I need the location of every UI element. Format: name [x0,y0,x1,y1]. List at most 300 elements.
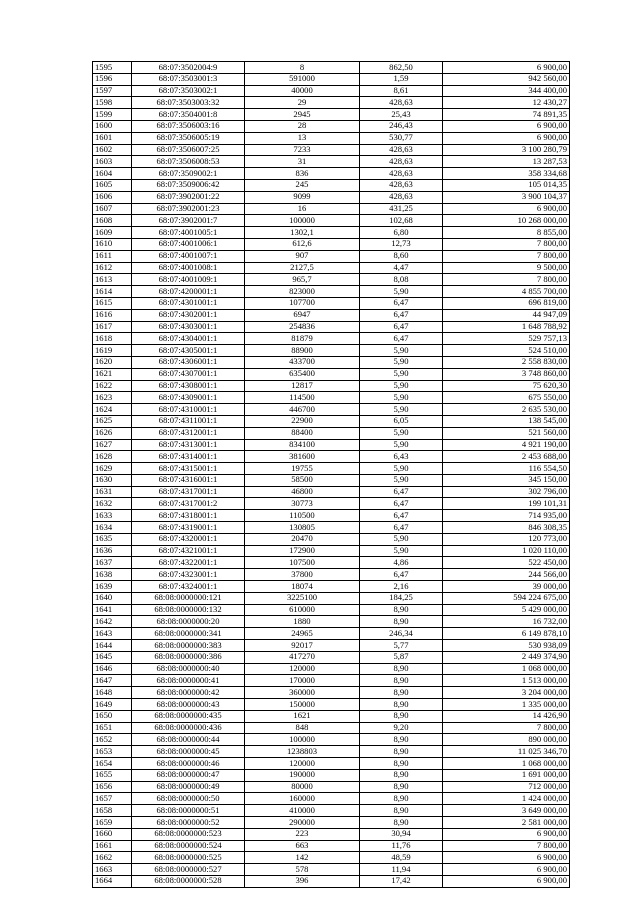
area-cell: 20470 [245,533,360,545]
table-row [93,144,570,156]
row-number-cell: 1656 [93,781,132,793]
cadastral-value-cell: 6 900,00 [443,203,570,215]
specific-value-cell: 6,47 [360,522,443,534]
specific-value-cell: 184,25 [360,592,443,604]
cadastral-value-cell: 7 800,00 [443,840,570,852]
table-row [93,368,570,380]
area-cell: 3225100 [245,592,360,604]
row-number-cell: 1643 [93,628,132,640]
area-cell: 591000 [245,73,360,85]
specific-value-cell: 8,90 [360,793,443,805]
area-cell: 2945 [245,109,360,121]
cadastral-number-cell: 68:08:0000000:383 [132,640,245,652]
cadastral-value-cell: 521 560,00 [443,427,570,439]
cadastral-number-cell: 68:08:0000000:386 [132,651,245,663]
specific-value-cell: 428,63 [360,168,443,180]
cadastral-number-cell: 68:08:0000000:44 [132,734,245,746]
row-number-cell: 1609 [93,227,132,239]
table-row [93,522,570,534]
cadastral-number-cell: 68:07:3504001:8 [132,109,245,121]
table-row [93,191,570,203]
row-number-cell: 1641 [93,604,132,616]
cadastral-number-cell: 68:08:0000000:51 [132,805,245,817]
area-cell: 446700 [245,404,360,416]
table-row [93,663,570,675]
cadastral-value-cell: 524 510,00 [443,345,570,357]
cadastral-value-cell: 846 308,35 [443,522,570,534]
row-number-cell: 1618 [93,333,132,345]
row-number-cell: 1636 [93,545,132,557]
cadastral-value-cell: 3 649 000,00 [443,805,570,817]
area-cell: 245 [245,179,360,191]
cadastral-number-cell: 68:07:4317001:2 [132,498,245,510]
cadastral-value-cell: 2 453 688,00 [443,451,570,463]
cadastral-value-cell: 6 900,00 [443,852,570,864]
area-cell: 40000 [245,85,360,97]
row-number-cell: 1663 [93,864,132,876]
specific-value-cell: 8,90 [360,746,443,758]
row-number-cell: 1647 [93,675,132,687]
cadastral-value-cell: 2 449 374,90 [443,651,570,663]
cadastral-number-cell: 68:07:4319001:1 [132,522,245,534]
table-row [93,286,570,298]
table-row [93,474,570,486]
cadastral-number-cell: 68:08:0000000:436 [132,722,245,734]
row-number-cell: 1611 [93,250,132,262]
row-number-cell: 1639 [93,581,132,593]
area-cell: 190000 [245,769,360,781]
area-cell: 107700 [245,297,360,309]
table-row [93,309,570,321]
specific-value-cell: 5,90 [360,439,443,451]
cadastral-value-cell: 302 796,00 [443,486,570,498]
specific-value-cell: 6,05 [360,415,443,427]
area-cell: 381600 [245,451,360,463]
cadastral-number-cell: 68:08:0000000:52 [132,817,245,829]
area-cell: 1238803 [245,746,360,758]
area-cell: 635400 [245,368,360,380]
cadastral-value-cell: 44 947,09 [443,309,570,321]
table-row [93,793,570,805]
area-cell: 81879 [245,333,360,345]
row-number-cell: 1595 [93,62,132,74]
row-number-cell: 1600 [93,120,132,132]
row-number-cell: 1630 [93,474,132,486]
row-number-cell: 1623 [93,392,132,404]
cadastral-number-cell: 68:07:4305001:1 [132,345,245,357]
area-cell: 223 [245,828,360,840]
row-number-cell: 1598 [93,97,132,109]
row-number-cell: 1650 [93,710,132,722]
cadastral-value-cell: 12 430,27 [443,97,570,109]
row-number-cell: 1644 [93,640,132,652]
cadastral-value-cell: 199 101,31 [443,498,570,510]
area-cell: 120000 [245,758,360,770]
table-row [93,451,570,463]
cadastral-value-cell: 116 554,50 [443,463,570,475]
cadastral-value-cell: 942 560,00 [443,73,570,85]
row-number-cell: 1649 [93,699,132,711]
area-cell: 396 [245,875,360,887]
specific-value-cell: 5,90 [360,404,443,416]
area-cell: 290000 [245,817,360,829]
row-number-cell: 1604 [93,168,132,180]
cadastral-number-cell: 68:07:4312001:1 [132,427,245,439]
cadastral-value-cell: 6 149 878,10 [443,628,570,640]
specific-value-cell: 6,47 [360,321,443,333]
area-cell: 22900 [245,415,360,427]
cadastral-value-cell: 1 648 788,92 [443,321,570,333]
area-cell: 114500 [245,392,360,404]
specific-value-cell: 8,90 [360,710,443,722]
cadastral-number-cell: 68:07:4304001:1 [132,333,245,345]
cadastral-number-cell: 68:08:0000000:40 [132,663,245,675]
specific-value-cell: 8,90 [360,805,443,817]
row-number-cell: 1597 [93,85,132,97]
cadastral-number-cell: 68:07:4318001:1 [132,510,245,522]
specific-value-cell: 8,90 [360,734,443,746]
row-number-cell: 1621 [93,368,132,380]
row-number-cell: 1603 [93,156,132,168]
area-cell: 1302,1 [245,227,360,239]
cadastral-value-cell: 8 855,00 [443,227,570,239]
table-row [93,840,570,852]
specific-value-cell: 11,76 [360,840,443,852]
specific-value-cell: 30,94 [360,828,443,840]
area-cell: 31 [245,156,360,168]
table-row [93,356,570,368]
row-number-cell: 1620 [93,356,132,368]
specific-value-cell: 428,63 [360,179,443,191]
area-cell: 58500 [245,474,360,486]
cadastral-number-cell: 68:08:0000000:42 [132,687,245,699]
cadastral-number-cell: 68:08:0000000:46 [132,758,245,770]
specific-value-cell: 5,90 [360,286,443,298]
area-cell: 907 [245,250,360,262]
cadastral-number-cell: 68:07:3509002:1 [132,168,245,180]
specific-value-cell: 8,61 [360,85,443,97]
cadastral-value-cell: 1 513 000,00 [443,675,570,687]
specific-value-cell: 6,47 [360,569,443,581]
cadastral-number-cell: 68:08:0000000:47 [132,769,245,781]
row-number-cell: 1664 [93,875,132,887]
row-number-cell: 1617 [93,321,132,333]
table-row [93,734,570,746]
area-cell: 9099 [245,191,360,203]
area-cell: 170000 [245,675,360,687]
specific-value-cell: 862,50 [360,62,443,74]
specific-value-cell: 2,16 [360,581,443,593]
table-row [93,875,570,887]
table-row [93,109,570,121]
specific-value-cell: 8,60 [360,250,443,262]
table-row [93,864,570,876]
cadastral-number-cell: 68:07:3902001:22 [132,191,245,203]
area-cell: 37800 [245,569,360,581]
specific-value-cell: 4,47 [360,262,443,274]
cadastral-value-table [92,61,570,888]
area-cell: 6947 [245,309,360,321]
cadastral-number-cell: 68:08:0000000:523 [132,828,245,840]
cadastral-value-cell: 6 900,00 [443,62,570,74]
cadastral-number-cell: 68:07:4317001:1 [132,486,245,498]
row-number-cell: 1662 [93,852,132,864]
table-row [93,616,570,628]
cadastral-number-cell: 68:07:4314001:1 [132,451,245,463]
cadastral-number-cell: 68:07:4306001:1 [132,356,245,368]
row-number-cell: 1602 [93,144,132,156]
row-number-cell: 1628 [93,451,132,463]
specific-value-cell: 17,42 [360,875,443,887]
table-row [93,545,570,557]
cadastral-number-cell: 68:07:4322001:1 [132,557,245,569]
cadastral-value-cell: 9 500,00 [443,262,570,274]
row-number-cell: 1596 [93,73,132,85]
area-cell: 836 [245,168,360,180]
area-cell: 16 [245,203,360,215]
area-cell: 29 [245,97,360,109]
row-number-cell: 1607 [93,203,132,215]
cadastral-number-cell: 68:07:3506003:16 [132,120,245,132]
table-row [93,769,570,781]
table-row [93,640,570,652]
area-cell: 24965 [245,628,360,640]
table-row [93,533,570,545]
cadastral-number-cell: 68:08:0000000:50 [132,793,245,805]
specific-value-cell: 5,90 [360,427,443,439]
table-body [93,62,570,888]
cadastral-number-cell: 68:08:0000000:132 [132,604,245,616]
cadastral-value-cell: 14 426,90 [443,710,570,722]
table-row [93,439,570,451]
cadastral-number-cell: 68:08:0000000:528 [132,875,245,887]
cadastral-value-cell: 3 100 280,79 [443,144,570,156]
row-number-cell: 1606 [93,191,132,203]
cadastral-number-cell: 68:07:3502004:9 [132,62,245,74]
cadastral-value-cell: 1 424 000,00 [443,793,570,805]
cadastral-value-cell: 1 020 110,00 [443,545,570,557]
cadastral-value-cell: 120 773,00 [443,533,570,545]
table-row [93,250,570,262]
area-cell: 46800 [245,486,360,498]
area-cell: 80000 [245,781,360,793]
row-number-cell: 1632 [93,498,132,510]
area-cell: 28 [245,120,360,132]
table-row [93,486,570,498]
cadastral-number-cell: 68:07:3902001:7 [132,215,245,227]
cadastral-number-cell: 68:07:4308001:1 [132,380,245,392]
cadastral-value-cell: 11 025 346,70 [443,746,570,758]
row-number-cell: 1648 [93,687,132,699]
specific-value-cell: 5,90 [360,380,443,392]
cadastral-value-cell: 3 748 860,00 [443,368,570,380]
cadastral-number-cell: 68:07:3506007:25 [132,144,245,156]
table-row [93,132,570,144]
table-row [93,168,570,180]
cadastral-value-cell: 2 635 530,00 [443,404,570,416]
cadastral-value-cell: 5 429 000,00 [443,604,570,616]
table-row [93,687,570,699]
specific-value-cell: 8,90 [360,769,443,781]
specific-value-cell: 1,59 [360,73,443,85]
cadastral-value-cell: 6 900,00 [443,828,570,840]
row-number-cell: 1645 [93,651,132,663]
row-number-cell: 1627 [93,439,132,451]
cadastral-value-cell: 344 400,00 [443,85,570,97]
specific-value-cell: 8,90 [360,817,443,829]
cadastral-number-cell: 68:07:3509006:42 [132,179,245,191]
table-row [93,852,570,864]
cadastral-value-cell: 712 000,00 [443,781,570,793]
cadastral-number-cell: 68:07:3503002:1 [132,85,245,97]
cadastral-number-cell: 68:07:4316001:1 [132,474,245,486]
specific-value-cell: 6,80 [360,227,443,239]
cadastral-value-cell: 244 566,00 [443,569,570,581]
specific-value-cell: 8,90 [360,699,443,711]
row-number-cell: 1653 [93,746,132,758]
specific-value-cell: 8,90 [360,758,443,770]
specific-value-cell: 428,63 [360,97,443,109]
area-cell: 360000 [245,687,360,699]
cadastral-number-cell: 68:07:4001007:1 [132,250,245,262]
row-number-cell: 1661 [93,840,132,852]
cadastral-number-cell: 68:07:4303001:1 [132,321,245,333]
cadastral-value-cell: 7 800,00 [443,722,570,734]
cadastral-number-cell: 68:07:4301001:1 [132,297,245,309]
cadastral-number-cell: 68:07:4001008:1 [132,262,245,274]
cadastral-value-cell: 13 287,53 [443,156,570,168]
specific-value-cell: 246,43 [360,120,443,132]
row-number-cell: 1646 [93,663,132,675]
specific-value-cell: 6,47 [360,333,443,345]
table-row [93,156,570,168]
row-number-cell: 1637 [93,557,132,569]
area-cell: 8 [245,62,360,74]
specific-value-cell: 5,90 [360,474,443,486]
table-row [93,463,570,475]
specific-value-cell: 48,59 [360,852,443,864]
table-row [93,238,570,250]
cadastral-value-cell: 4 855 700,00 [443,286,570,298]
table-row [93,805,570,817]
cadastral-number-cell: 68:07:3902001:23 [132,203,245,215]
cadastral-number-cell: 68:08:0000000:41 [132,675,245,687]
area-cell: 663 [245,840,360,852]
table-row [93,758,570,770]
table-row [93,380,570,392]
specific-value-cell: 6,47 [360,510,443,522]
specific-value-cell: 6,47 [360,498,443,510]
cadastral-number-cell: 68:07:3503003:32 [132,97,245,109]
row-number-cell: 1599 [93,109,132,121]
cadastral-value-cell: 74 891,35 [443,109,570,121]
row-number-cell: 1615 [93,297,132,309]
specific-value-cell: 428,63 [360,156,443,168]
area-cell: 110500 [245,510,360,522]
table-row [93,179,570,191]
table-row [93,345,570,357]
area-cell: 12817 [245,380,360,392]
cadastral-number-cell: 68:07:4321001:1 [132,545,245,557]
specific-value-cell: 5,90 [360,463,443,475]
area-cell: 834100 [245,439,360,451]
row-number-cell: 1660 [93,828,132,840]
table-row [93,262,570,274]
cadastral-value-cell: 358 334,68 [443,168,570,180]
row-number-cell: 1634 [93,522,132,534]
area-cell: 612,6 [245,238,360,250]
area-cell: 100000 [245,215,360,227]
area-cell: 88400 [245,427,360,439]
row-number-cell: 1612 [93,262,132,274]
specific-value-cell: 6,47 [360,309,443,321]
cadastral-number-cell: 68:08:0000000:524 [132,840,245,852]
table-row [93,404,570,416]
area-cell: 823000 [245,286,360,298]
area-cell: 107500 [245,557,360,569]
specific-value-cell: 5,90 [360,356,443,368]
specific-value-cell: 428,63 [360,144,443,156]
table-row [93,274,570,286]
specific-value-cell: 4,86 [360,557,443,569]
specific-value-cell: 246,34 [360,628,443,640]
cadastral-value-cell: 696 819,00 [443,297,570,309]
table-row [93,569,570,581]
cadastral-number-cell: 68:07:4309001:1 [132,392,245,404]
row-number-cell: 1635 [93,533,132,545]
cadastral-number-cell: 68:07:4313001:1 [132,439,245,451]
row-number-cell: 1659 [93,817,132,829]
area-cell: 92017 [245,640,360,652]
cadastral-number-cell: 68:07:4307001:1 [132,368,245,380]
area-cell: 7233 [245,144,360,156]
area-cell: 610000 [245,604,360,616]
cadastral-number-cell: 68:07:3506005:19 [132,132,245,144]
cadastral-value-cell: 714 935,00 [443,510,570,522]
specific-value-cell: 5,90 [360,368,443,380]
row-number-cell: 1651 [93,722,132,734]
cadastral-number-cell: 68:08:0000000:435 [132,710,245,722]
cadastral-value-cell: 6 900,00 [443,864,570,876]
cadastral-number-cell: 68:07:4200001:1 [132,286,245,298]
cadastral-number-cell: 68:07:3506008:53 [132,156,245,168]
specific-value-cell: 5,87 [360,651,443,663]
row-number-cell: 1638 [93,569,132,581]
cadastral-value-cell: 6 900,00 [443,132,570,144]
cadastral-number-cell: 68:07:4001006:1 [132,238,245,250]
table-row [93,227,570,239]
area-cell: 433700 [245,356,360,368]
row-number-cell: 1654 [93,758,132,770]
row-number-cell: 1610 [93,238,132,250]
cadastral-number-cell: 68:08:0000000:121 [132,592,245,604]
row-number-cell: 1622 [93,380,132,392]
cadastral-value-cell: 39 000,00 [443,581,570,593]
cadastral-value-cell: 1 068 000,00 [443,758,570,770]
table-row [93,581,570,593]
cadastral-number-cell: 68:07:4310001:1 [132,404,245,416]
cadastral-value-cell: 1 068 000,00 [443,663,570,675]
table-row [93,415,570,427]
row-number-cell: 1642 [93,616,132,628]
specific-value-cell: 12,73 [360,238,443,250]
cadastral-number-cell: 68:08:0000000:527 [132,864,245,876]
area-cell: 142 [245,852,360,864]
row-number-cell: 1601 [93,132,132,144]
table-row [93,628,570,640]
table-row [93,817,570,829]
table-row [93,604,570,616]
